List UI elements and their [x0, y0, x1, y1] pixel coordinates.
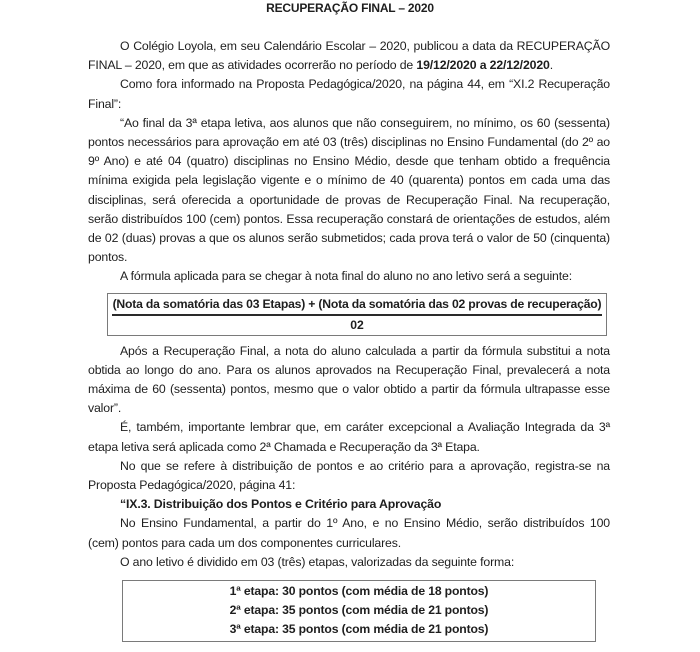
- paragraph-recovery-rules: “Ao final da 3ª etapa letiva, aos alunos que não conseguirem, no mínimo, os 60 (sessenta) pontos necessários para aprovação em até 03 (três) disciplinas no Ensino Fundamental (do 2º ao 9º Ano) e até 04 (quatro) disciplinas no Ensino Médio, desde que tenham obtido a frequência mínima exigida pela legislação vigente e o mínimo de 40 (quarenta) pontos em cada uma das disciplinas, será oferecida a oportunidade de provas de Recuperação Final. Na recuperação, serão distribuídos 100 (cem) pontos. Essa recuperação constará de orientações de estudos, além de 02 (duas) provas a que os alunos serão submetidos; cada prova terá o valor de 50 (cinquenta) pontos.: [88, 115, 610, 265]
- paragraph-calendar: [88, 37, 610, 75]
- document-title: RECUPERAÇÃO FINAL – 2020: [266, 1, 434, 15]
- paragraph-stages-intro: O ano letivo é dividido em 03 (três) etapas, valorizadas da seguinte forma:: [120, 554, 515, 569]
- stage-row: 2ª etapa: 35 pontos (com média de 21 pontos): [229, 603, 489, 618]
- section-heading: “IX.3. Distribuição dos Pontos e Critério para Aprovação: [120, 497, 442, 512]
- formula-numerator: (Nota da somatória das 03 Etapas) + (Nota da somatória das 02 provas de recuperação): [112, 296, 602, 311]
- formula-box: [107, 293, 607, 336]
- stages-box: [122, 580, 596, 642]
- paragraph-integrated-evaluation: É, também, importante lembrar que, em caráter excepcional a Avaliação Integrada da 3ª etapa letiva será aplicada como 2ª Chamada e Recuperação da 3ª Etapa.: [88, 420, 610, 454]
- paragraph-curricular-points: No Ensino Fundamental, a partir do 1º Ano, e no Ensino Médio, serão distribuídos 100 (cem) pontos para cada um dos componentes curriculares.: [88, 516, 610, 550]
- intro-block: [88, 37, 610, 287]
- paragraph-calendar-text: O Colégio Loyola, em seu Calendário Escolar – 2020, publicou a data da RECUPERAÇÃO FINAL – 2020, em que as atividades ocorrerão no período de: [88, 39, 610, 73]
- paragraph-after-recovery: Após a Recuperação Final, a nota do aluno calculada a partir da fórmula substitui a nota obtida ao longo do ano. Para os alunos aprovados na Recuperação Final, prevalecerá a nota máxima de 60 (sessenta) pontos, mesmo que o valor obtido a partir da fórmula ultrapasse esse valor”.: [88, 343, 610, 416]
- stage-row: 3ª etapa: 35 pontos (com média de 21 pontos): [229, 622, 489, 637]
- paragraph-points-distribution: No que se refere à distribuição de pontos e ao critério para a aprovação, registra-se na Proposta Pedagógica/2020, página 41:: [88, 458, 610, 493]
- rules-block: [88, 342, 610, 572]
- recovery-dates: 19/12/2020 a 22/12/2020: [416, 58, 550, 73]
- formula-denominator: 02: [350, 317, 364, 332]
- paragraph-formula-intro: A fórmula aplicada para se chegar à nota final do aluno no ano letivo será a seguinte:: [120, 269, 572, 284]
- paragraph-proposal-reference: Como fora informado na Proposta Pedagógica/2020, na página 44, em “XI.2 Recuperação Final”:: [88, 77, 610, 111]
- stage-row: 1ª etapa: 30 pontos (com média de 18 pontos): [229, 584, 489, 599]
- paragraph-calendar-end: .: [549, 58, 553, 73]
